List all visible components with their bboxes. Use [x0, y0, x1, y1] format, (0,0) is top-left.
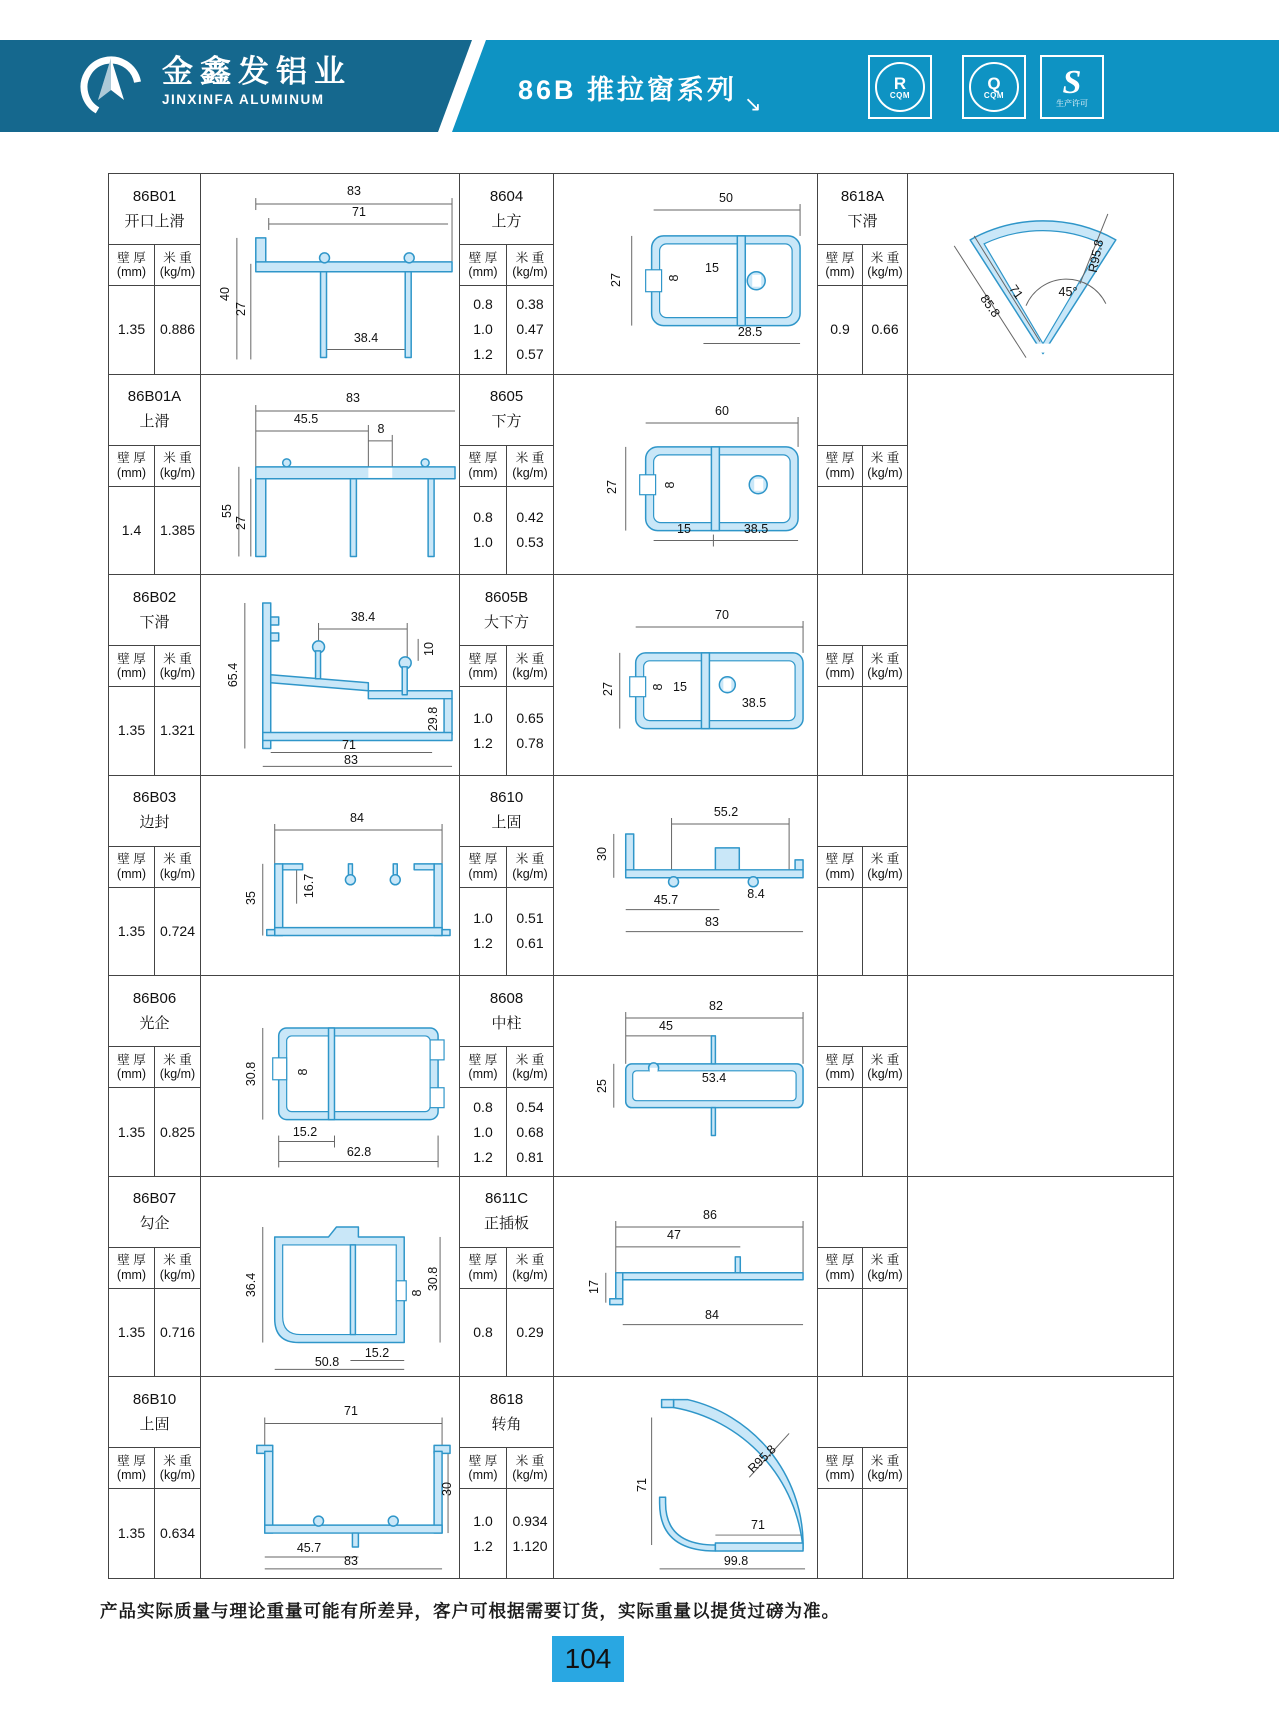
- product-code: 86B06: [132, 989, 177, 1007]
- product-info-86B01: [109, 174, 201, 375]
- thickness-values: 0.8 1.0: [460, 487, 507, 575]
- empty-product-info: [818, 375, 908, 576]
- product-info-86B03: [109, 776, 201, 977]
- dim-label: 83: [344, 1554, 358, 1569]
- product-info-8605B: [460, 575, 554, 776]
- product-code: 8610: [489, 789, 524, 807]
- product-info-8608: [460, 976, 554, 1177]
- product-info-8618: [460, 1377, 554, 1578]
- thickness-values: 1.35: [109, 687, 155, 775]
- dim-label: 10: [422, 642, 436, 657]
- drawing-8605B: [554, 575, 818, 776]
- weight-values: 0.54 0.68 0.81: [516, 1098, 544, 1165]
- thickness-values: 0.8 1.0 1.2: [460, 1088, 507, 1176]
- spec-header: 壁 厚 (mm) 米 重 (kg/m): [460, 646, 553, 687]
- dim-label: 70: [715, 608, 729, 623]
- dim-label: 35: [244, 890, 258, 905]
- dim-label: 62.8: [346, 1145, 372, 1160]
- drawing-86B06: [201, 976, 460, 1177]
- weight-values: 0.724: [159, 922, 196, 939]
- dim-label: 30.8: [244, 1062, 258, 1087]
- dim-label: 38.4: [350, 610, 376, 625]
- product-info-8611C: [460, 1177, 554, 1378]
- dim-label: 15: [673, 680, 687, 695]
- drawing-86B01: [201, 174, 460, 375]
- dim-label: 83: [346, 390, 360, 405]
- dim-label: 47: [667, 1227, 681, 1242]
- drawing-8611C: [554, 1177, 818, 1378]
- product-code: 8604: [489, 187, 524, 205]
- weight-values: 0.716: [159, 1324, 196, 1341]
- spec-header: 壁 厚 (mm) 米 重 (kg/m): [818, 1248, 907, 1289]
- empty-drawing: [908, 375, 1173, 576]
- drawing-86B02: [201, 575, 460, 776]
- cert-badge-qcqm: Q CQM: [962, 55, 1026, 119]
- empty-drawing: [908, 1177, 1173, 1378]
- product-code: 86B01A: [127, 388, 182, 406]
- spec-header: 壁 厚 (mm) 米 重 (kg/m): [460, 1248, 553, 1289]
- product-code: 86B01: [132, 187, 177, 205]
- thickness-values: 1.0 1.2: [460, 687, 507, 775]
- weight-values: 0.66: [871, 321, 899, 338]
- dim-label: 45: [659, 1019, 673, 1034]
- profile-drawing: [201, 776, 459, 976]
- dim-label: 25: [595, 1079, 609, 1094]
- product-name: 下滑: [139, 613, 170, 631]
- dim-label: 15.2: [292, 1125, 318, 1140]
- spec-header: 壁 厚 (mm) 米 重 (kg/m): [109, 1248, 200, 1289]
- weight-values: 0.65 0.78: [516, 709, 544, 751]
- product-code: 8605B: [484, 588, 529, 606]
- dim-label: 71: [635, 1478, 649, 1493]
- dim-label: 45.7: [296, 1541, 322, 1556]
- product-name: 上固: [491, 814, 522, 832]
- dim-label: 30.8: [426, 1266, 440, 1292]
- weight-values: 0.825: [159, 1123, 196, 1140]
- empty-drawing: [908, 976, 1173, 1177]
- product-code: 8608: [489, 989, 524, 1007]
- thickness-values: 1.35: [109, 888, 155, 976]
- product-name: 上滑: [139, 413, 170, 431]
- product-name: 转角: [491, 1415, 522, 1433]
- product-code: 8618A: [840, 187, 885, 205]
- weight-values: 0.634: [159, 1525, 196, 1542]
- profile-drawing: [554, 575, 817, 775]
- product-code: 8618: [489, 1390, 524, 1408]
- product-name: 开口上滑: [124, 212, 185, 230]
- product-name: 正插板: [483, 1215, 529, 1233]
- product-name: 中柱: [491, 1014, 522, 1032]
- spec-header: 壁 厚 (mm) 米 重 (kg/m): [818, 245, 907, 286]
- profile-drawing: [554, 174, 817, 374]
- dim-label: 8: [377, 421, 385, 436]
- header-bar: [0, 40, 1279, 132]
- drawing-8618A: [908, 174, 1173, 375]
- dim-label: 15: [677, 521, 691, 536]
- dim-label: 40: [218, 287, 232, 301]
- spec-header: 壁 厚 (mm) 米 重 (kg/m): [109, 1448, 200, 1489]
- spec-header: 壁 厚 (mm) 米 重 (kg/m): [109, 847, 200, 888]
- profile-drawing: [554, 776, 817, 976]
- company-name-en: JINXINFA ALUMINUM: [162, 92, 325, 107]
- product-name: 边封: [139, 814, 170, 832]
- dim-label: 28.5: [737, 325, 763, 339]
- dim-label: 27: [601, 682, 615, 697]
- spec-header: 壁 厚 (mm) 米 重 (kg/m): [109, 446, 200, 487]
- dim-label: 8.4: [747, 886, 765, 901]
- dim-label: 71: [344, 1404, 358, 1419]
- dim-label: 50.8: [314, 1354, 340, 1369]
- dim-label: 15.2: [364, 1345, 390, 1360]
- weight-values: 0.38 0.47 0.57: [516, 296, 544, 363]
- dim-label: 30: [440, 1482, 454, 1497]
- drawing-8605: [554, 375, 818, 576]
- empty-product-info: [818, 976, 908, 1177]
- dim-label: 8: [651, 683, 665, 691]
- weight-values: 0.886: [159, 321, 196, 338]
- thickness-values: 0.8: [460, 1289, 507, 1377]
- product-info-8618A: [818, 174, 908, 375]
- cert-badge-rcqm: R CQM: [868, 55, 932, 119]
- profile-drawing: [554, 1177, 817, 1377]
- profile-drawing: [201, 174, 459, 374]
- product-code: 8611C: [484, 1190, 529, 1208]
- dim-label: 71: [342, 738, 356, 753]
- product-name: 下滑: [847, 212, 878, 230]
- dim-label: 84: [350, 810, 364, 825]
- drawing-86B07: [201, 1177, 460, 1378]
- weight-values: 0.42 0.53: [516, 509, 544, 551]
- dim-label: R95.8: [1085, 238, 1107, 274]
- empty-drawing: [908, 1377, 1173, 1578]
- dim-label: 8: [296, 1068, 310, 1076]
- dim-label: 45.7: [653, 892, 679, 907]
- dim-label: 84: [705, 1307, 719, 1322]
- product-name: 大下方: [483, 613, 529, 631]
- product-code: 86B03: [132, 789, 177, 807]
- dim-label: 83: [344, 753, 358, 768]
- dim-label: 27: [609, 273, 623, 287]
- thickness-values: 1.0 1.2: [460, 888, 507, 976]
- dim-label: 8: [667, 274, 681, 282]
- drawing-8604: [554, 174, 818, 375]
- product-code: 86B07: [132, 1190, 177, 1208]
- spec-header: 壁 厚 (mm) 米 重 (kg/m): [460, 446, 553, 487]
- dim-label: 55: [220, 503, 234, 518]
- spec-header: 壁 厚 (mm) 米 重 (kg/m): [109, 646, 200, 687]
- product-info-8610: [460, 776, 554, 977]
- arrow-icon: ↘: [744, 93, 762, 116]
- dim-label: 27: [234, 515, 248, 530]
- spec-header: 壁 厚 (mm) 米 重 (kg/m): [460, 1448, 553, 1489]
- profile-drawing: [201, 375, 459, 575]
- empty-drawing: [908, 776, 1173, 977]
- thickness-values: 1.0 1.2: [460, 1489, 507, 1578]
- dim-label: R95.8: [745, 1442, 779, 1477]
- weight-values: 0.934 1.120: [512, 1512, 548, 1554]
- thickness-values: 0.8 1.0 1.2: [460, 286, 507, 374]
- spec-header: 壁 厚 (mm) 米 重 (kg/m): [818, 446, 907, 487]
- dim-label: 83: [347, 184, 361, 198]
- series-title: 86B 推拉窗系列: [518, 75, 738, 105]
- drawing-8608: [554, 976, 818, 1177]
- product-code: 8605: [489, 388, 524, 406]
- product-name: 光企: [139, 1014, 170, 1032]
- profile-drawing: [201, 1177, 459, 1377]
- dim-label: 17: [587, 1279, 601, 1294]
- dim-label: 27: [234, 302, 248, 316]
- thickness-values: 1.35: [109, 286, 155, 374]
- product-info-8604: [460, 174, 554, 375]
- profile-drawing: [554, 375, 817, 575]
- spec-header: 壁 厚 (mm) 米 重 (kg/m): [109, 1047, 200, 1088]
- thickness-values: 1.4: [109, 487, 155, 575]
- dim-label: 30: [595, 846, 609, 861]
- dim-label: 82: [709, 999, 723, 1014]
- empty-product-info: [818, 1177, 908, 1378]
- dim-label: 8: [410, 1289, 424, 1297]
- product-name: 下方: [491, 413, 522, 431]
- dim-label: 27: [605, 479, 619, 494]
- drawing-86B10: [201, 1377, 460, 1578]
- thickness-values: 1.35: [109, 1088, 155, 1176]
- weight-values: 1.321: [159, 722, 196, 739]
- dim-label: 45°: [1058, 285, 1078, 299]
- dim-label: 16.7: [302, 873, 316, 898]
- dim-label: 36.4: [244, 1272, 258, 1298]
- product-info-86B06: [109, 976, 201, 1177]
- product-info-86B02: [109, 575, 201, 776]
- drawing-86B01A: [201, 375, 460, 576]
- product-info-86B07: [109, 1177, 201, 1378]
- dim-label: 38.4: [353, 331, 379, 345]
- weight-values: 0.51 0.61: [516, 910, 544, 952]
- profile-drawing: [554, 976, 817, 1176]
- dim-label: 71: [1006, 282, 1026, 302]
- page-number: 104: [552, 1636, 624, 1682]
- empty-drawing: [908, 575, 1173, 776]
- company-name-cn: 金鑫发铝业: [162, 54, 352, 89]
- company-name: [162, 54, 352, 110]
- empty-product-info: [818, 575, 908, 776]
- profile-drawing: [908, 174, 1173, 374]
- thickness-values: 0.9: [818, 286, 863, 374]
- dim-label: 60: [715, 403, 729, 418]
- dim-label: 15: [705, 261, 719, 275]
- profile-drawing: [201, 976, 459, 1176]
- spec-header: 壁 厚 (mm) 米 重 (kg/m): [460, 847, 553, 888]
- cert-badge-qs: S 生产许可: [1040, 55, 1104, 119]
- thickness-values: 1.35: [109, 1289, 155, 1377]
- product-table: [108, 173, 1174, 1579]
- empty-product-info: [818, 776, 908, 977]
- dim-label: 38.5: [741, 696, 767, 711]
- product-code: 86B10: [132, 1390, 177, 1408]
- drawing-8618: [554, 1377, 818, 1578]
- empty-product-info: [818, 1377, 908, 1578]
- spec-header: 壁 厚 (mm) 米 重 (kg/m): [818, 847, 907, 888]
- drawing-8610: [554, 776, 818, 977]
- dim-label: 50: [719, 191, 733, 205]
- product-name: 勾企: [139, 1215, 170, 1233]
- spec-header: 壁 厚 (mm) 米 重 (kg/m): [460, 1047, 553, 1088]
- dim-label: 53.4: [701, 1071, 727, 1086]
- product-info-86B10: [109, 1377, 201, 1578]
- weight-values: 1.385: [159, 521, 196, 538]
- profile-drawing: [201, 1377, 459, 1578]
- dim-label: 65.4: [226, 662, 240, 688]
- dim-label: 99.8: [723, 1554, 749, 1569]
- product-info-8605: [460, 375, 554, 576]
- weight-values: 0.29: [516, 1324, 544, 1341]
- dim-label: 55.2: [713, 804, 739, 819]
- dim-label: 8: [663, 481, 677, 489]
- profile-drawing: [554, 1377, 817, 1578]
- spec-header: 壁 厚 (mm) 米 重 (kg/m): [818, 646, 907, 687]
- dim-label: 85.8: [977, 292, 1003, 320]
- disclaimer-note: 产品实际质量与理论重量可能有所差异，客户可根据需要订货，实际重量以提货过磅为准。: [100, 1601, 840, 1621]
- product-code: 86B02: [132, 588, 177, 606]
- spec-header: 壁 厚 (mm) 米 重 (kg/m): [460, 245, 553, 286]
- dim-label: 71: [751, 1518, 765, 1533]
- dim-label: 86: [703, 1207, 717, 1222]
- drawing-86B03: [201, 776, 460, 977]
- dim-label: 38.5: [743, 521, 769, 536]
- product-info-86B01A: [109, 375, 201, 576]
- thickness-values: 1.35: [109, 1489, 155, 1578]
- product-name: 上方: [491, 212, 522, 230]
- spec-header: 壁 厚 (mm) 米 重 (kg/m): [109, 245, 200, 286]
- dim-label: 83: [705, 914, 719, 929]
- dim-label: 45.5: [293, 411, 319, 426]
- product-name: 上固: [139, 1415, 170, 1433]
- dim-label: 29.8: [426, 706, 440, 732]
- company-logo-icon: [72, 48, 150, 126]
- spec-header: 壁 厚 (mm) 米 重 (kg/m): [818, 1047, 907, 1088]
- dim-label: 71: [352, 205, 366, 219]
- spec-header: 壁 厚 (mm) 米 重 (kg/m): [818, 1448, 907, 1489]
